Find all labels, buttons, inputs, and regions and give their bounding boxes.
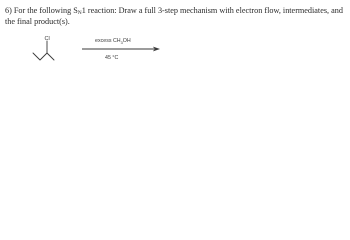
reaction-arrow	[82, 47, 160, 52]
question-text-start: For the following S	[13, 6, 78, 15]
question-text-end: 1 reaction: Draw a full 3-step mechanism with electron flow, intermediates, and the final product(s).	[5, 6, 343, 26]
question-page	[0, 0, 350, 105]
reagent-label	[95, 38, 131, 45]
carbon-skeleton	[33, 53, 54, 60]
temperature-label: 45 °C	[105, 55, 119, 61]
reaction-scheme-drawing	[0, 28, 350, 103]
question-number: 6)	[5, 6, 12, 15]
question-text	[5, 6, 343, 27]
reagent-prefix: excess CH	[95, 38, 121, 44]
reagent-subscript: 3	[120, 41, 123, 46]
reagent-suffix: OH	[122, 38, 131, 44]
chlorine-label: Cl	[44, 36, 50, 42]
reaction-scheme	[0, 28, 350, 103]
alkyl-chloride-structure	[33, 41, 54, 60]
sn-subscript: N	[77, 10, 82, 16]
